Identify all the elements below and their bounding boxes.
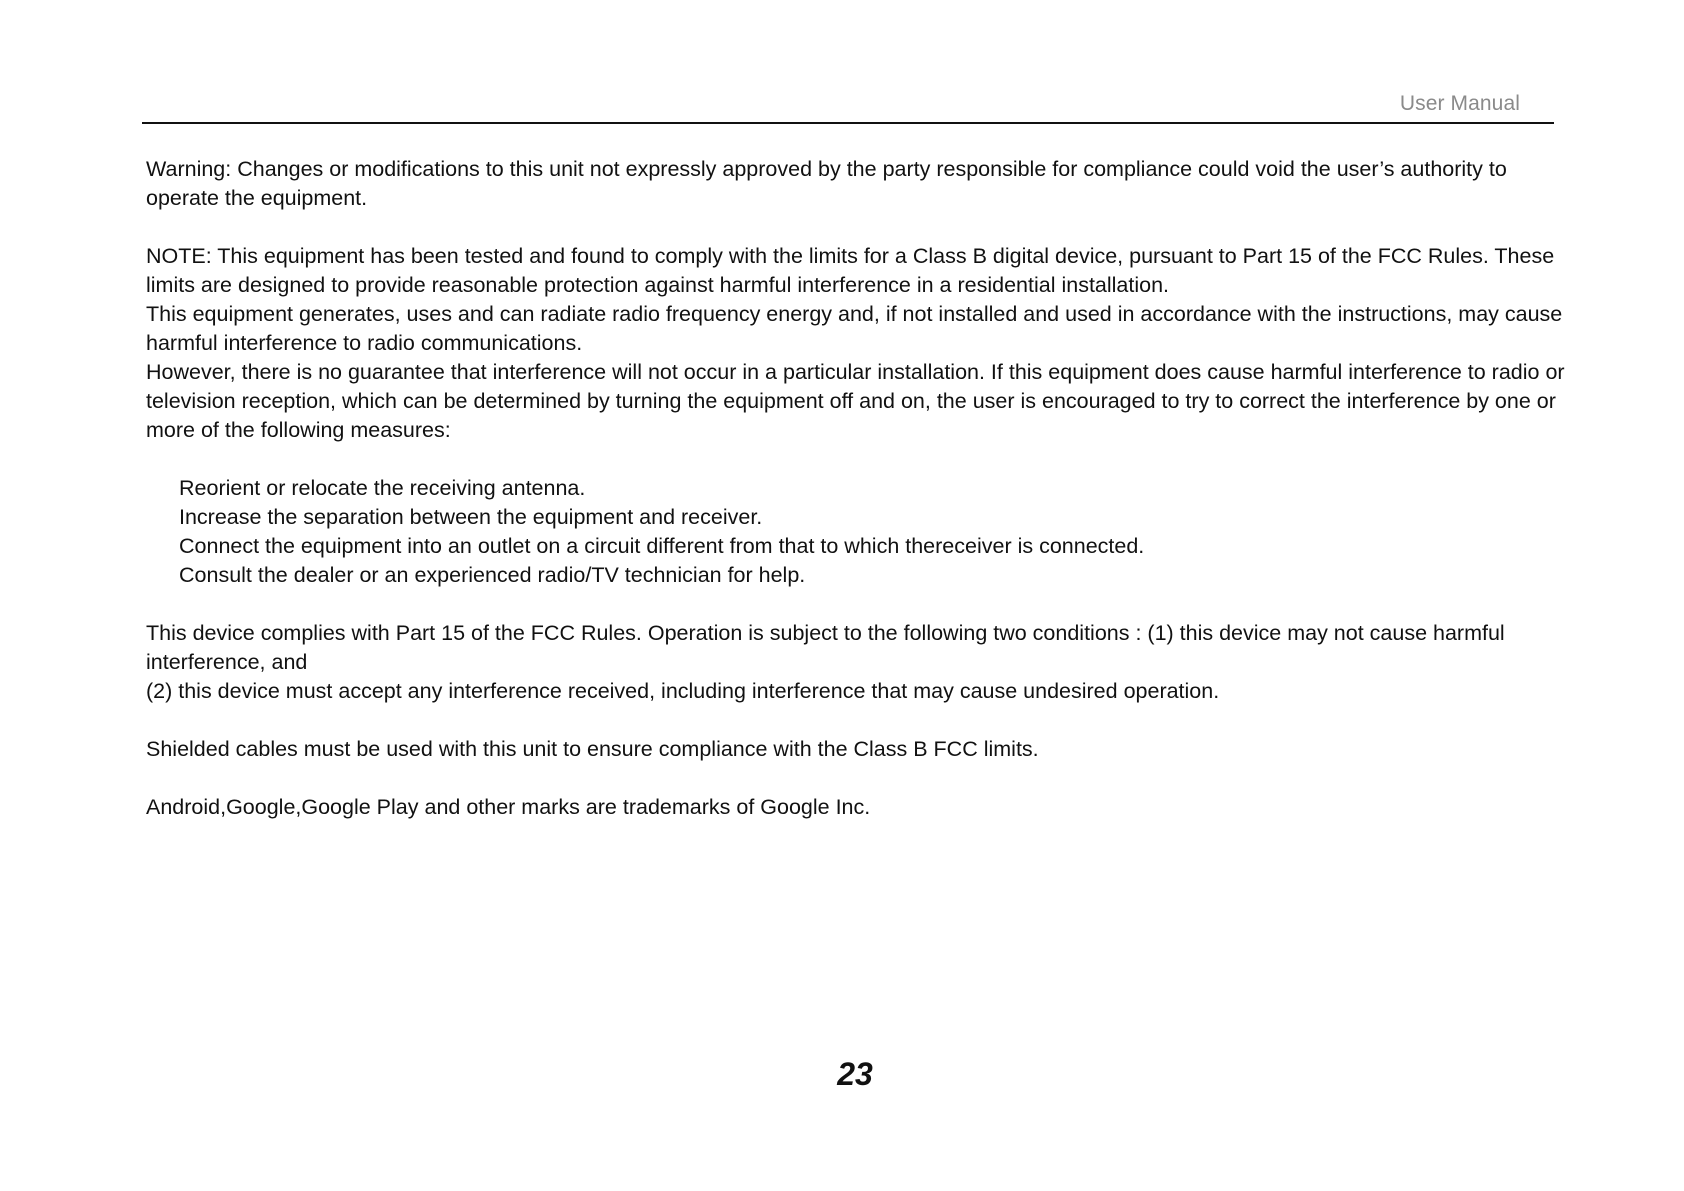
page-content bbox=[146, 155, 1566, 822]
note-paragraph-3: However, there is no guarantee that interference will not occur in a particular installation. If this equipment does cause harmful interference to radio or television reception, which can be determined by turning the equipment off and on, the user is encouraged to try to correct the interference by one or more of the following measures: bbox=[146, 360, 1565, 442]
shielded-cables-paragraph: Shielded cables must be used with this unit to ensure compliance with the Class B FCC limits. bbox=[146, 737, 1039, 761]
header-title: User Manual bbox=[1399, 92, 1520, 115]
paragraph-spacer bbox=[146, 706, 1566, 735]
note-paragraph-2: This equipment generates, uses and can radiate radio frequency energy and, if not installed and used in accordance with the instructions, may cause harmful interference to radio communications. bbox=[146, 302, 1563, 355]
compliance-paragraph-2: (2) this device must accept any interference received, including interference that may cause undesired operation. bbox=[146, 679, 1220, 703]
measure-item: Reorient or relocate the receiving antenna. bbox=[179, 476, 586, 500]
note-paragraph-1: NOTE: This equipment has been tested and found to comply with the limits for a Class B digital device, pursuant to Part 15 of the FCC Rules. These limits are designed to provide reasonable protection against harmful interference in a residential installation. bbox=[146, 244, 1555, 297]
measure-item: Consult the dealer or an experienced radio/TV technician for help. bbox=[179, 563, 806, 587]
page-number: 23 bbox=[837, 1056, 873, 1092]
measure-item: Connect the equipment into an outlet on a circuit different from that to which thereceiver is connected. bbox=[179, 534, 1145, 558]
header-divider bbox=[142, 122, 1554, 124]
paragraph-spacer bbox=[146, 764, 1566, 793]
warning-paragraph: Warning: Changes or modifications to this unit not expressly approved by the party responsible for compliance could void the user’s authority to operate the equipment. bbox=[146, 157, 1507, 210]
measures-list bbox=[146, 474, 1566, 590]
paragraph-spacer bbox=[146, 213, 1566, 242]
paragraph-spacer bbox=[146, 445, 1566, 474]
trademarks-paragraph: Android,Google,Google Play and other marks are trademarks of Google Inc. bbox=[146, 795, 871, 819]
compliance-paragraph-1: This device complies with Part 15 of the FCC Rules. Operation is subject to the following two conditions : (1) this device may not cause harmful interference, and bbox=[146, 621, 1505, 674]
paragraph-spacer bbox=[146, 590, 1566, 619]
measure-item: Increase the separation between the equipment and receiver. bbox=[179, 505, 763, 529]
